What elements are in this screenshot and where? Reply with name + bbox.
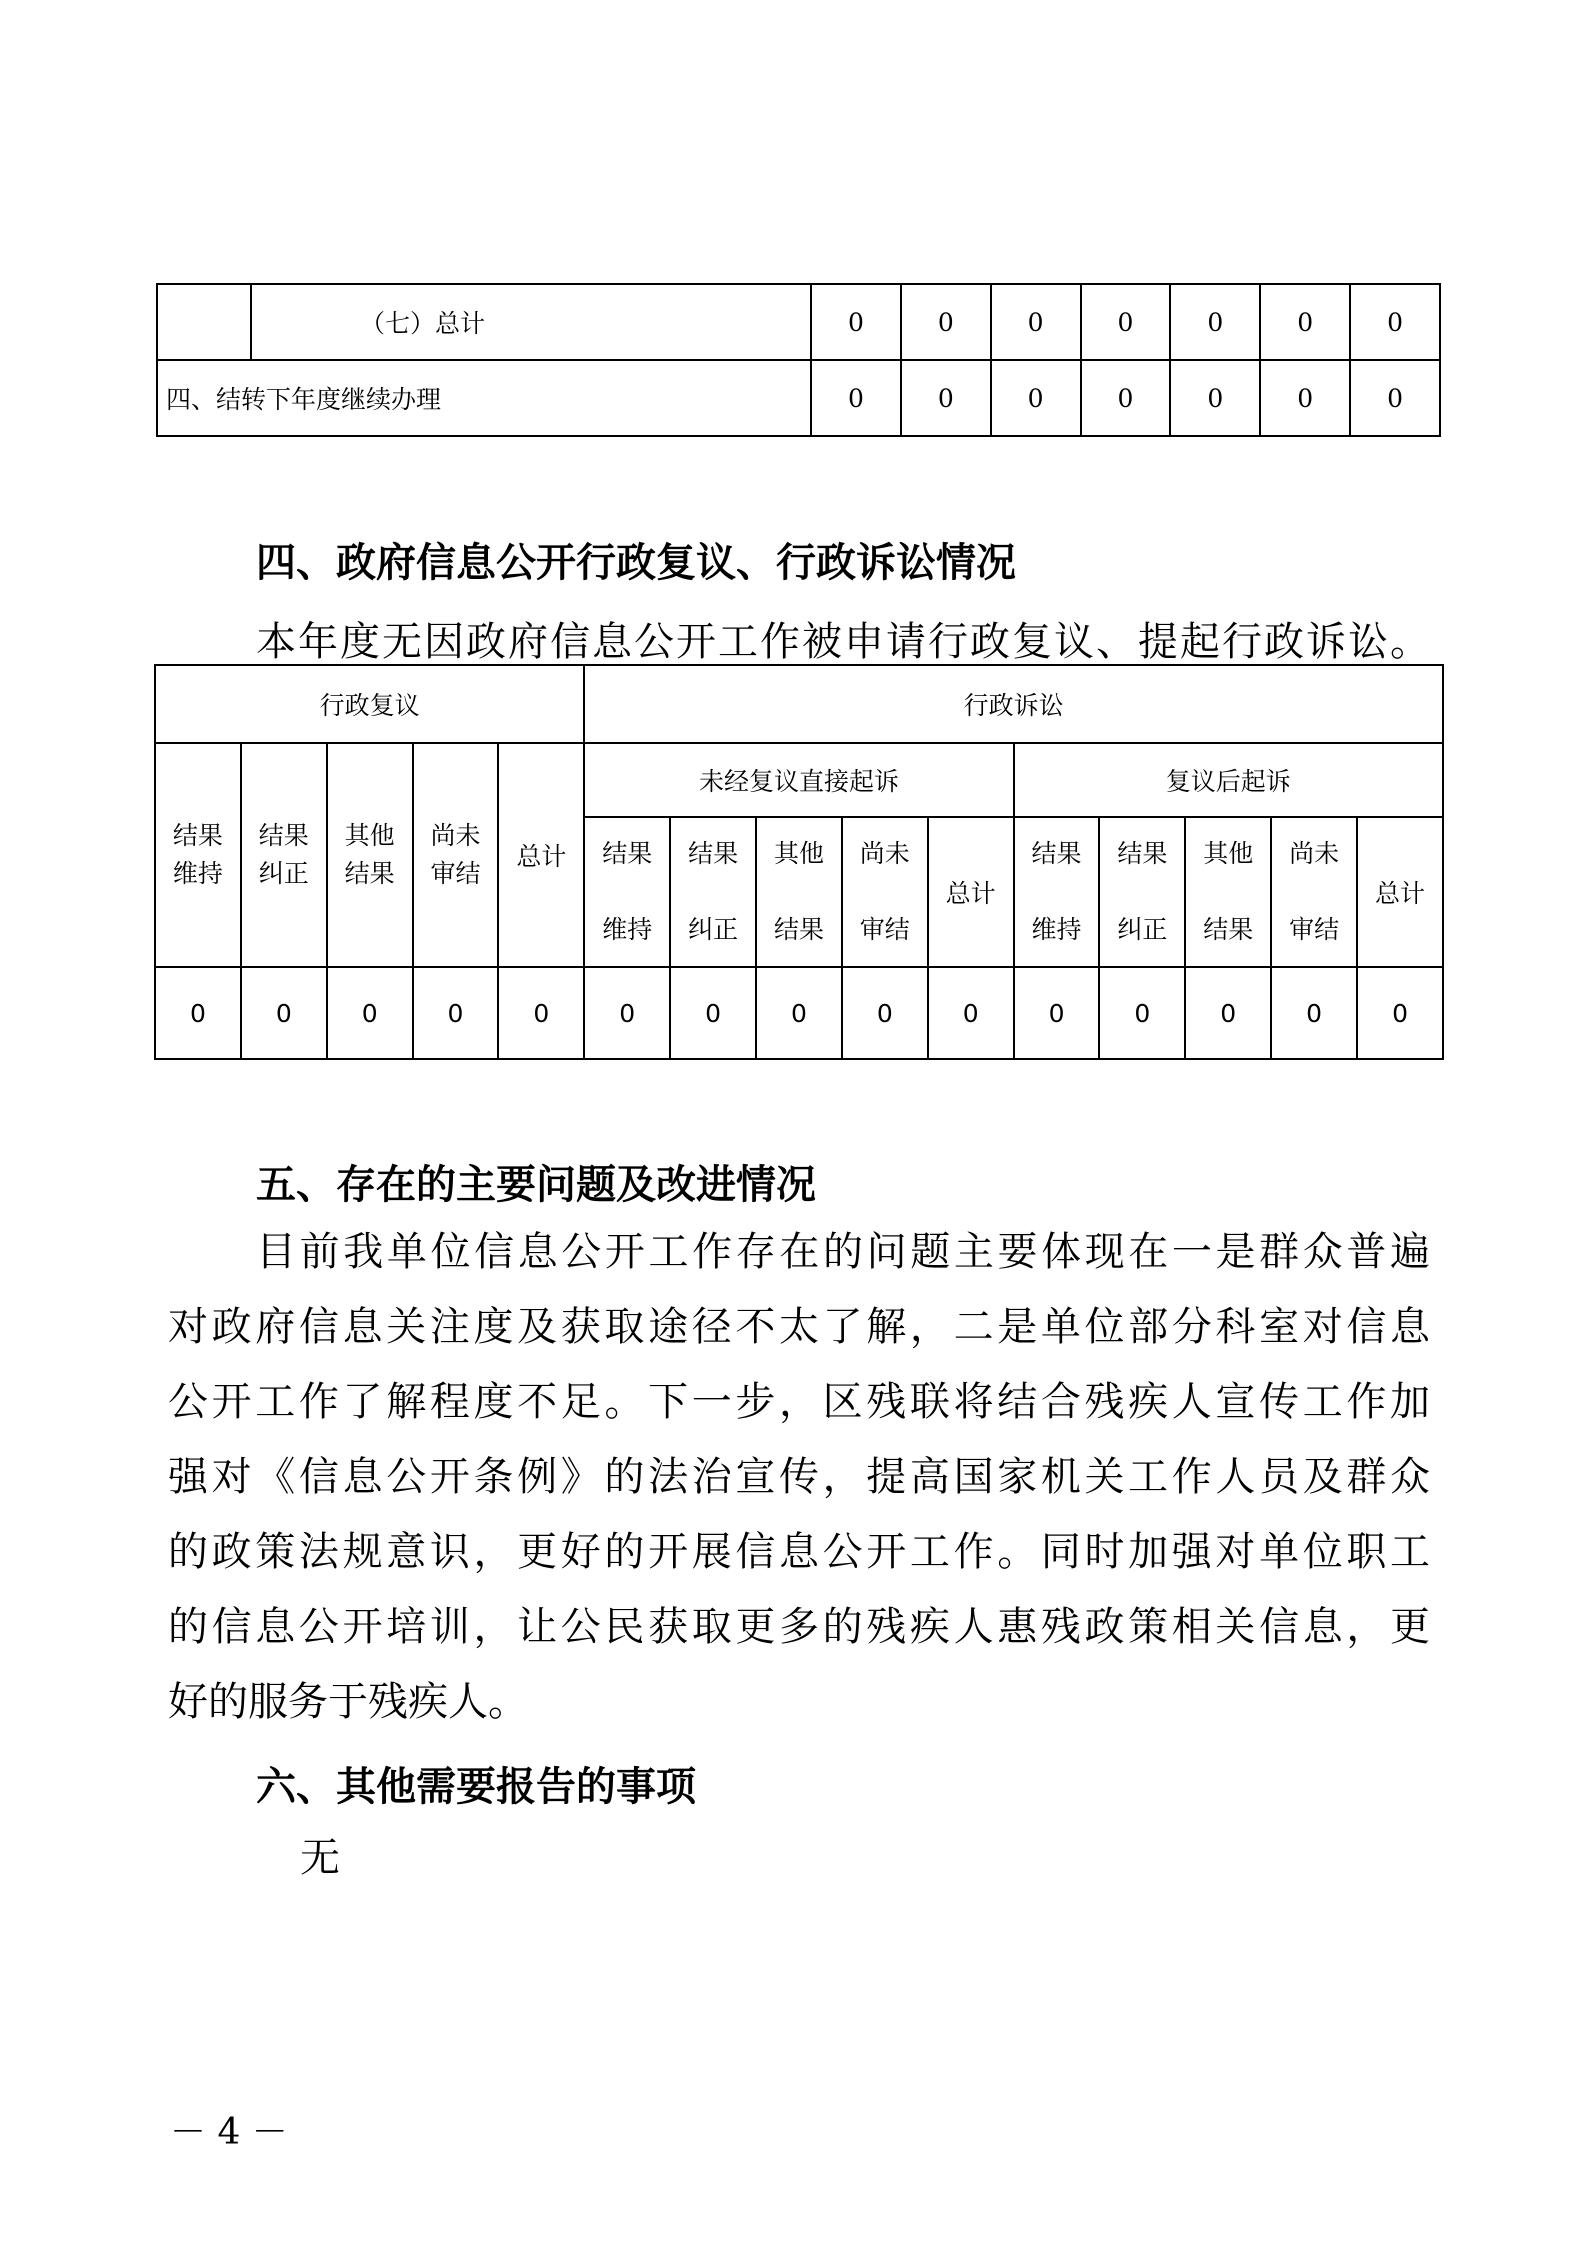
- table-cell: 0: [756, 967, 842, 1059]
- paragraph-line: 好的服务于残疾人。: [168, 1679, 528, 1725]
- paragraph-line: 的政策法规意识，更好的开展信息公开工作。同时加强对单位职工: [168, 1529, 1430, 1575]
- paragraph-line: 目前我单位信息公开工作存在的问题主要体现在一是群众普遍: [256, 1229, 1430, 1275]
- section-heading: 四、政府信息公开行政复议、行政诉讼情况: [256, 540, 1016, 586]
- table-cell: [157, 284, 251, 360]
- section-paragraph: [168, 1225, 1430, 1750]
- table-cell: 0: [241, 967, 327, 1059]
- column-header: 结果 纠正: [670, 817, 756, 967]
- table-cell: 0: [1014, 967, 1100, 1059]
- column-header: 其他 结果: [327, 743, 413, 967]
- table-cell: 0: [1185, 967, 1271, 1059]
- table-cell: 0: [1260, 360, 1350, 436]
- table-cell: 0: [1081, 284, 1171, 360]
- column-header: 结果 维持: [1014, 817, 1100, 967]
- page-number: － 4 －: [170, 2112, 288, 2153]
- table-cell: 0: [155, 967, 241, 1059]
- column-header: 总计: [928, 817, 1014, 967]
- column-header: 总计: [1357, 817, 1443, 967]
- column-header: 结果 纠正: [1099, 817, 1185, 967]
- table-cell: 0: [1170, 360, 1260, 436]
- table-cell: 0: [1350, 284, 1440, 360]
- row-label: （七）总计: [251, 284, 811, 360]
- subgroup-header: 复议后起诉: [1014, 743, 1443, 817]
- paragraph-line: 强对《信息公开条例》的法治宣传，提高国家机关工作人员及群众: [168, 1454, 1430, 1500]
- column-header: 其他 结果: [756, 817, 842, 967]
- table-cell: 0: [1357, 967, 1443, 1059]
- table-cell: 0: [842, 967, 928, 1059]
- table-row: [155, 967, 1443, 1059]
- table-cell: 0: [991, 284, 1081, 360]
- section-paragraph: 无: [300, 1835, 340, 1881]
- table-cell: 0: [1350, 360, 1440, 436]
- section-heading: 六、其他需要报告的事项: [256, 1764, 696, 1810]
- table-cell: 0: [811, 360, 901, 436]
- table-cell: 0: [1170, 284, 1260, 360]
- column-header: 其他 结果: [1185, 817, 1271, 967]
- section-heading: 五、存在的主要问题及改进情况: [256, 1162, 816, 1208]
- table-row: [157, 284, 1440, 360]
- table-cell: 0: [1081, 360, 1171, 436]
- column-header: 结果 纠正: [241, 743, 327, 967]
- row-label: 四、结转下年度继续办理: [157, 360, 811, 436]
- table-cell: 0: [1099, 967, 1185, 1059]
- table-cell: 0: [670, 967, 756, 1059]
- subgroup-header: 未经复议直接起诉: [584, 743, 1013, 817]
- table-row: [157, 360, 1440, 436]
- table-cell: 0: [901, 360, 991, 436]
- table-cell: 0: [811, 284, 901, 360]
- section-paragraph: 本年度无因政府信息公开工作被申请行政复议、提起行政诉讼。: [256, 619, 1432, 665]
- column-header: 尚未 审结: [1271, 817, 1357, 967]
- table-cell: 0: [327, 967, 413, 1059]
- table-cell: 0: [584, 967, 670, 1059]
- column-header: 结果 维持: [155, 743, 241, 967]
- column-header: 尚未 审结: [413, 743, 499, 967]
- table-cell: 0: [991, 360, 1081, 436]
- review-litigation-table: [154, 664, 1444, 1060]
- paragraph-line: 对政府信息关注度及获取途径不太了解，二是单位部分科室对信息: [168, 1304, 1430, 1350]
- table-row: [155, 743, 1443, 817]
- paragraph-line: 公开工作了解程度不足。下一步，区残联将结合残疾人宣传工作加: [168, 1379, 1430, 1425]
- table-row: [155, 665, 1443, 743]
- group-header: 行政复议: [155, 665, 584, 743]
- table-cell: 0: [413, 967, 499, 1059]
- table-cell: 0: [928, 967, 1014, 1059]
- column-header: 总计: [498, 743, 584, 967]
- table-cell: 0: [1260, 284, 1350, 360]
- paragraph-line: 的信息公开培训，让公民获取更多的残疾人惠残政策相关信息，更: [168, 1604, 1430, 1650]
- table-cell: 0: [1271, 967, 1357, 1059]
- table-cell: 0: [498, 967, 584, 1059]
- group-header: 行政诉讼: [584, 665, 1443, 743]
- column-header: 尚未 审结: [842, 817, 928, 967]
- column-header: 结果 维持: [584, 817, 670, 967]
- table-cell: 0: [901, 284, 991, 360]
- application-stats-table: [156, 283, 1441, 437]
